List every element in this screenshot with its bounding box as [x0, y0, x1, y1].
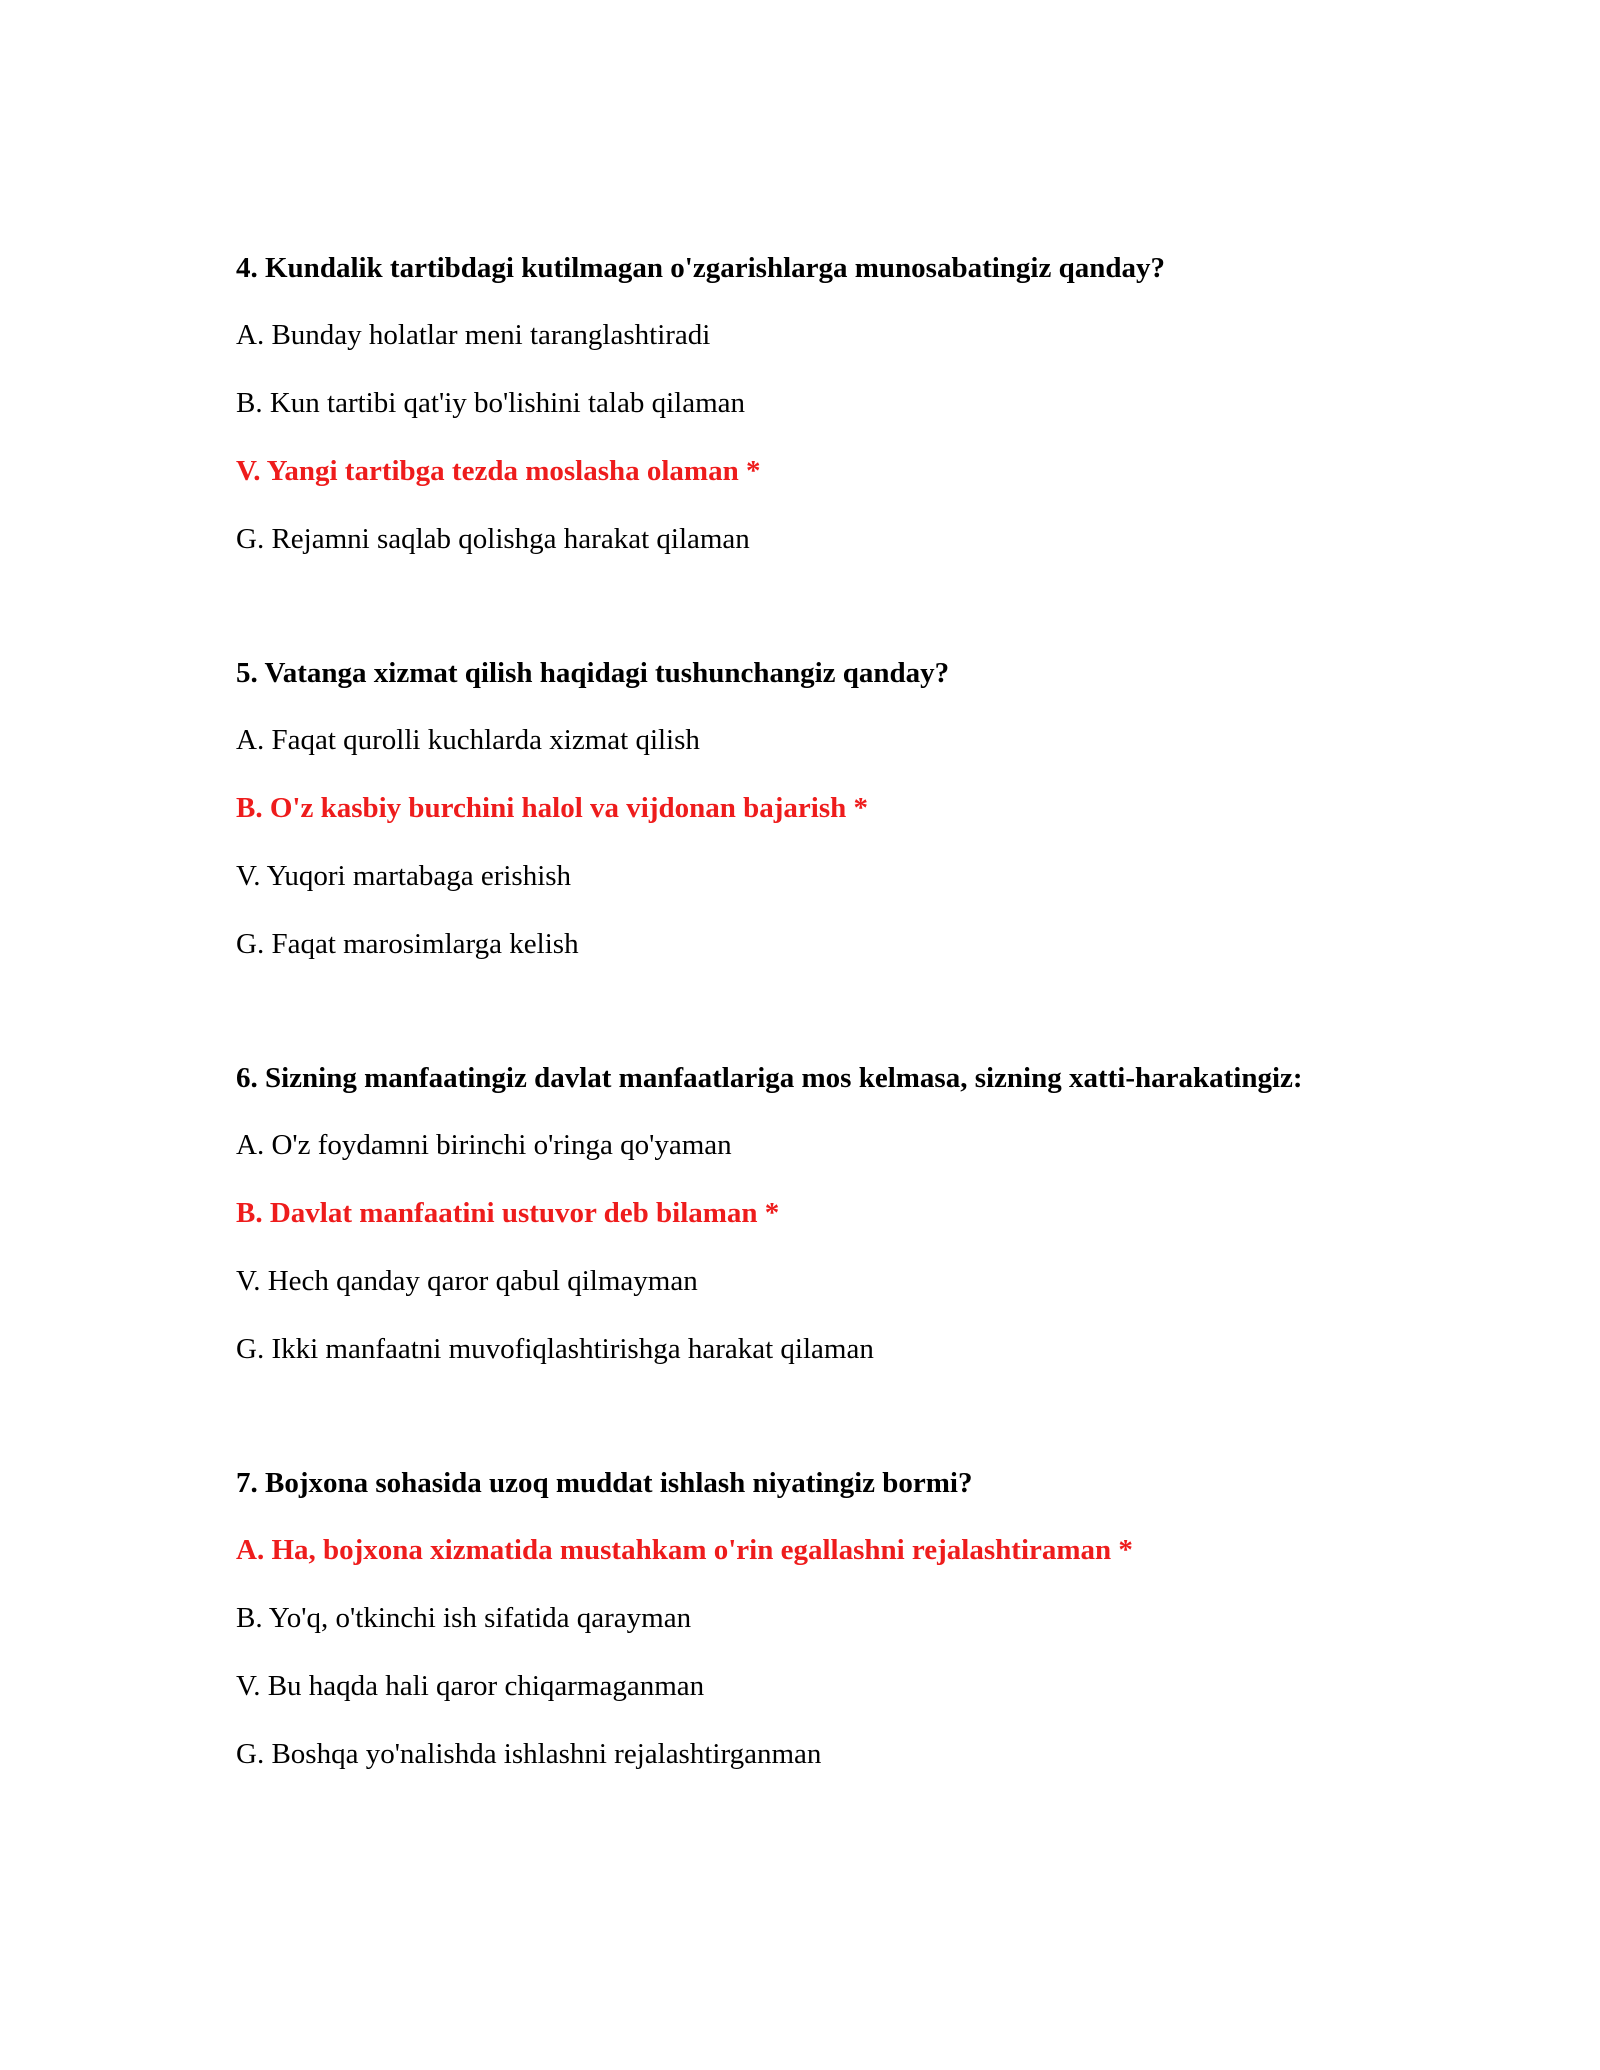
answer-option-b: B. Yo'q, o'tkinchi ish sifatida qarayman [236, 1602, 692, 1634]
question-spacer [236, 587, 1336, 653]
question-6 [236, 1058, 1336, 1370]
question-title: 4. Kundalik tartibdagi kutilmagan o'zgarishlarga munosabatingiz qanday? [236, 252, 1165, 284]
answer-option-a: A. Faqat qurolli kuchlarda xizmat qilish [236, 724, 700, 756]
questionnaire [236, 248, 1336, 1802]
question-spacer [236, 1397, 1336, 1463]
question-4 [236, 248, 1336, 560]
answer-option-a-correct: A. Ha, bojxona xizmatida mustahkam o'rin egallashni rejalashtiraman * [236, 1534, 1133, 1566]
question-title: 7. Bojxona sohasida uzoq muddat ishlash niyatingiz bormi? [236, 1467, 973, 1499]
answer-option-b: B. Kun tartibi qat'iy bo'lishini talab qilaman [236, 387, 746, 419]
answer-option-a: A. Bunday holatlar meni taranglashtiradi [236, 319, 711, 351]
answer-option-v: V. Hech qanday qaror qabul qilmayman [236, 1265, 698, 1297]
answer-option-g: G. Boshqa yo'nalishda ishlashni rejalashtirganman [236, 1738, 822, 1770]
question-7 [236, 1463, 1336, 1775]
answer-option-g: G. Faqat marosimlarga kelish [236, 928, 579, 960]
answer-option-v-correct: V. Yangi tartibga tezda moslasha olaman * [236, 455, 761, 487]
question-title: 5. Vatanga xizmat qilish haqidagi tushunchangiz qanday? [236, 657, 950, 689]
answer-option-b-correct: B. Davlat manfaatini ustuvor deb bilaman * [236, 1197, 780, 1229]
answer-option-v: V. Yuqori martabaga erishish [236, 860, 572, 892]
answer-option-v: V. Bu haqda hali qaror chiqarmaganman [236, 1670, 705, 1702]
question-5 [236, 653, 1336, 965]
answer-option-b-correct: B. O'z kasbiy burchini halol va vijdonan bajarish * [236, 792, 868, 824]
question-title: 6. Sizning manfaatingiz davlat manfaatlariga mos kelmasa, sizning xatti-harakatingiz: [236, 1062, 1303, 1094]
answer-option-g: G. Ikki manfaatni muvofiqlashtirishga harakat qilaman [236, 1333, 874, 1365]
answer-option-a: A. O'z foydamni birinchi o'ringa qo'yaman [236, 1129, 732, 1161]
answer-option-g: G. Rejamni saqlab qolishga harakat qilaman [236, 523, 750, 555]
question-spacer [236, 992, 1336, 1058]
